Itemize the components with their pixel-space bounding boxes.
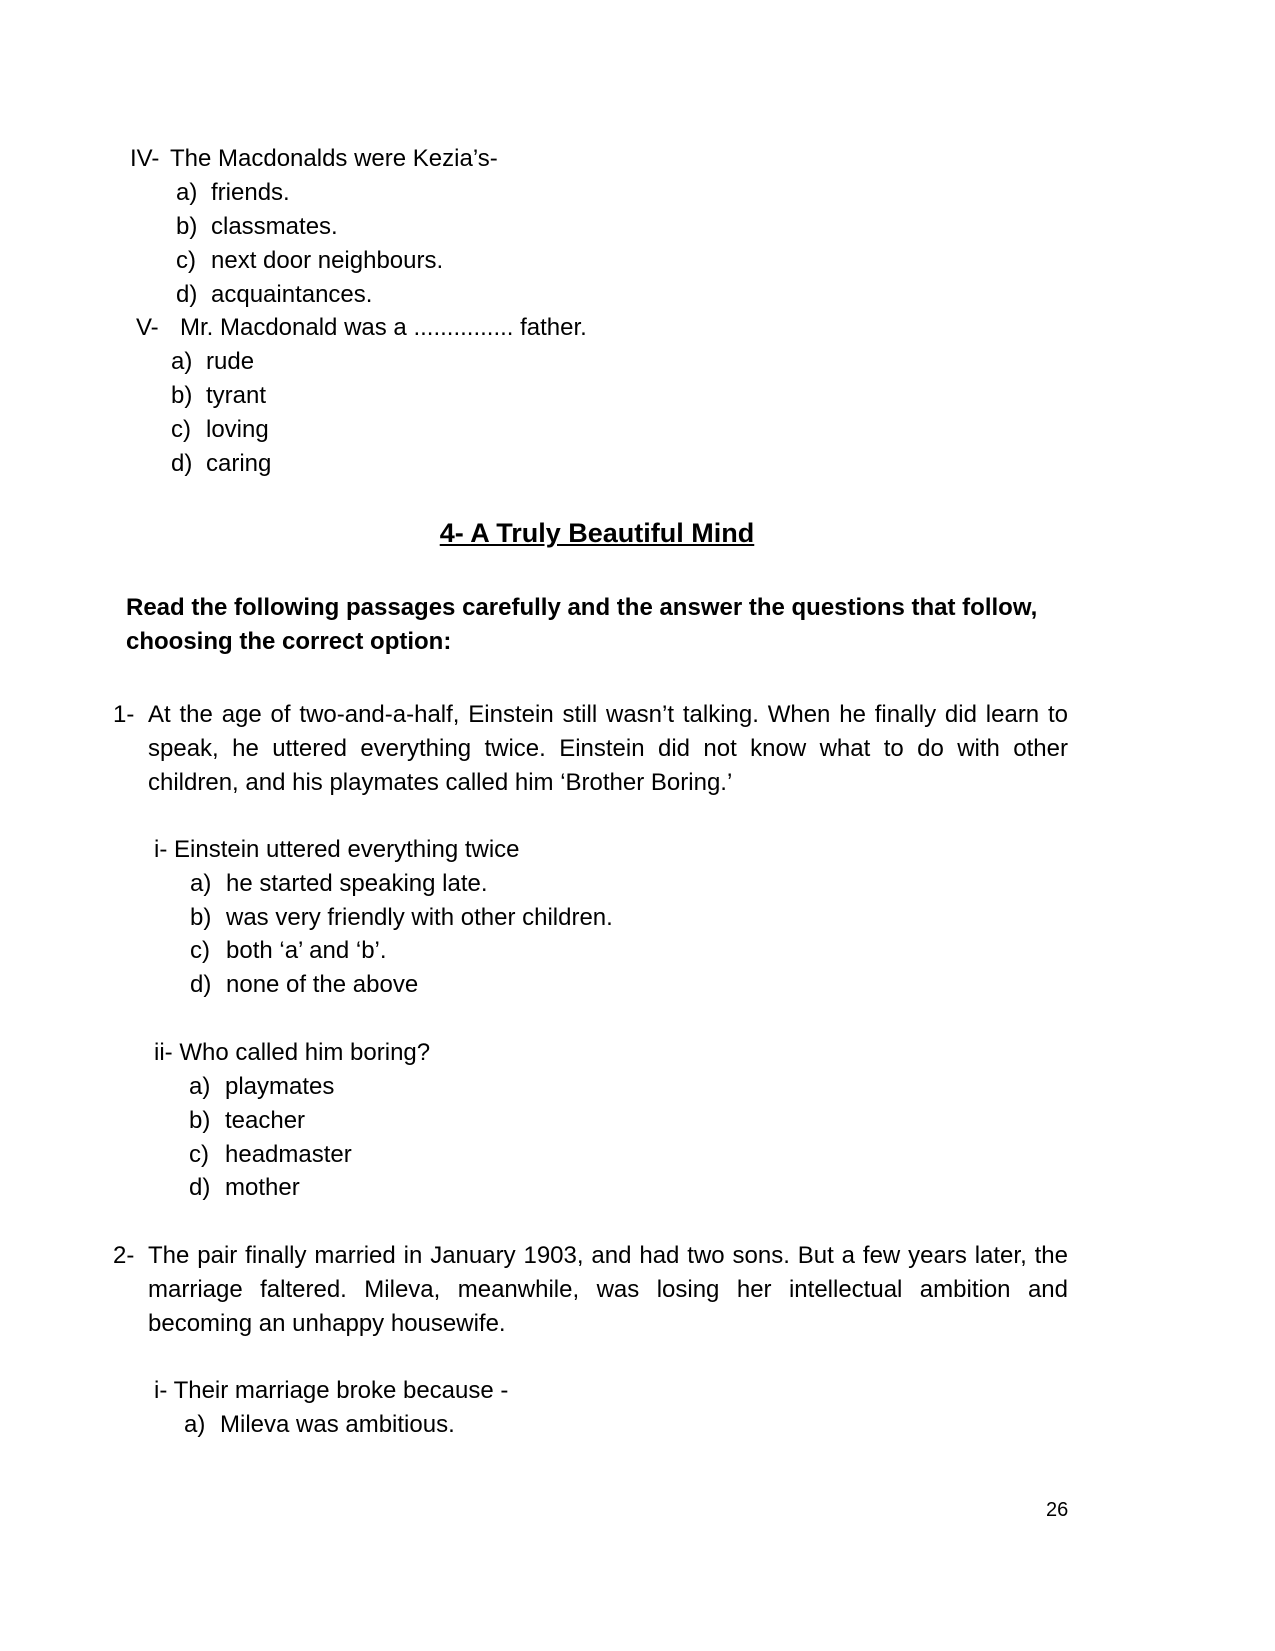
option-item	[190, 901, 613, 935]
question-text: Mr. Macdonald was a ............... father.	[180, 314, 587, 341]
option-item	[176, 278, 372, 312]
option-item	[171, 447, 271, 481]
sub-question	[154, 1036, 430, 1070]
option-letter: a)	[184, 1411, 206, 1438]
option-letter: b)	[171, 382, 193, 409]
section-title: 4- A Truly Beautiful Mind	[439, 518, 755, 548]
option-text: Mileva was ambitious.	[220, 1411, 455, 1438]
option-letter: c)	[190, 937, 210, 964]
sub-question	[154, 833, 520, 867]
option-item	[171, 413, 269, 447]
passage-text: The pair finally married in January 1903, and had two sons. But a few years later, the marriage faltered. Mileva, meanwhile, was losing her intellectual ambition and becoming an unhappy housewife.	[148, 1242, 1068, 1337]
option-letter: d)	[176, 281, 198, 308]
option-item	[189, 1104, 305, 1138]
option-letter: a)	[176, 179, 198, 206]
option-text: mother	[225, 1174, 300, 1201]
sub-question	[154, 1374, 508, 1408]
option-item	[190, 867, 488, 901]
option-letter: d)	[190, 971, 212, 998]
option-text: friends.	[211, 179, 290, 206]
option-text: next door neighbours.	[211, 247, 444, 274]
question-iv	[130, 142, 498, 176]
option-item	[190, 968, 418, 1002]
option-item	[189, 1070, 334, 1104]
option-item	[176, 244, 443, 278]
question-text: Their marriage broke because -	[173, 1377, 509, 1404]
instruction-text: Read the following passages carefully and the answer the questions that follow, choosing the correct option:	[126, 594, 1038, 655]
option-text: rude	[206, 348, 255, 375]
question-marker: i-	[154, 836, 168, 863]
option-letter: c)	[171, 416, 191, 443]
option-text: tyrant	[206, 382, 267, 409]
question-marker: IV-	[130, 145, 160, 172]
option-letter: b)	[189, 1107, 211, 1134]
option-text: he started speaking late.	[226, 870, 488, 897]
page-number: 26	[1046, 1499, 1069, 1521]
option-text: acquaintances.	[211, 281, 373, 308]
option-letter: b)	[190, 904, 212, 931]
option-text: headmaster	[225, 1141, 352, 1168]
option-text: classmates.	[211, 213, 338, 240]
option-text: loving	[206, 416, 269, 443]
option-text: caring	[206, 450, 272, 477]
option-item	[171, 345, 254, 379]
passage-marker: 2-	[113, 1242, 135, 1269]
option-letter: a)	[171, 348, 193, 375]
option-text: both ‘a’ and ‘b’.	[226, 937, 387, 964]
option-letter: d)	[189, 1174, 211, 1201]
question-text: The Macdonalds were Kezia’s-	[170, 145, 498, 172]
option-letter: a)	[190, 870, 212, 897]
option-text: teacher	[225, 1107, 306, 1134]
question-marker: V-	[136, 314, 159, 341]
option-letter: b)	[176, 213, 198, 240]
option-item	[176, 210, 338, 244]
option-letter: a)	[189, 1073, 211, 1100]
option-item	[190, 934, 387, 968]
option-letter: c)	[176, 247, 196, 274]
option-text: playmates	[225, 1073, 335, 1100]
option-item	[176, 176, 290, 210]
option-item	[189, 1138, 352, 1172]
option-item	[189, 1171, 300, 1205]
question-text: Einstein uttered everything twice	[174, 836, 520, 863]
passage-marker: 1-	[113, 701, 135, 728]
question-marker: ii-	[154, 1039, 173, 1066]
option-text: none of the above	[226, 971, 419, 998]
option-item	[184, 1408, 455, 1442]
question-v	[136, 311, 587, 345]
option-text: was very friendly with other children.	[226, 904, 613, 931]
option-item	[171, 379, 266, 413]
option-letter: d)	[171, 450, 193, 477]
option-letter: c)	[189, 1141, 209, 1168]
passage-text: At the age of two-and-a-half, Einstein still wasn’t talking. When he finally did learn to speak, he uttered everything twice. Einstein did not know what to do with other children, and his playmates called him ‘Brother Boring.’	[148, 701, 1068, 796]
question-marker: i-	[154, 1377, 168, 1404]
question-text: Who called him boring?	[179, 1039, 431, 1066]
